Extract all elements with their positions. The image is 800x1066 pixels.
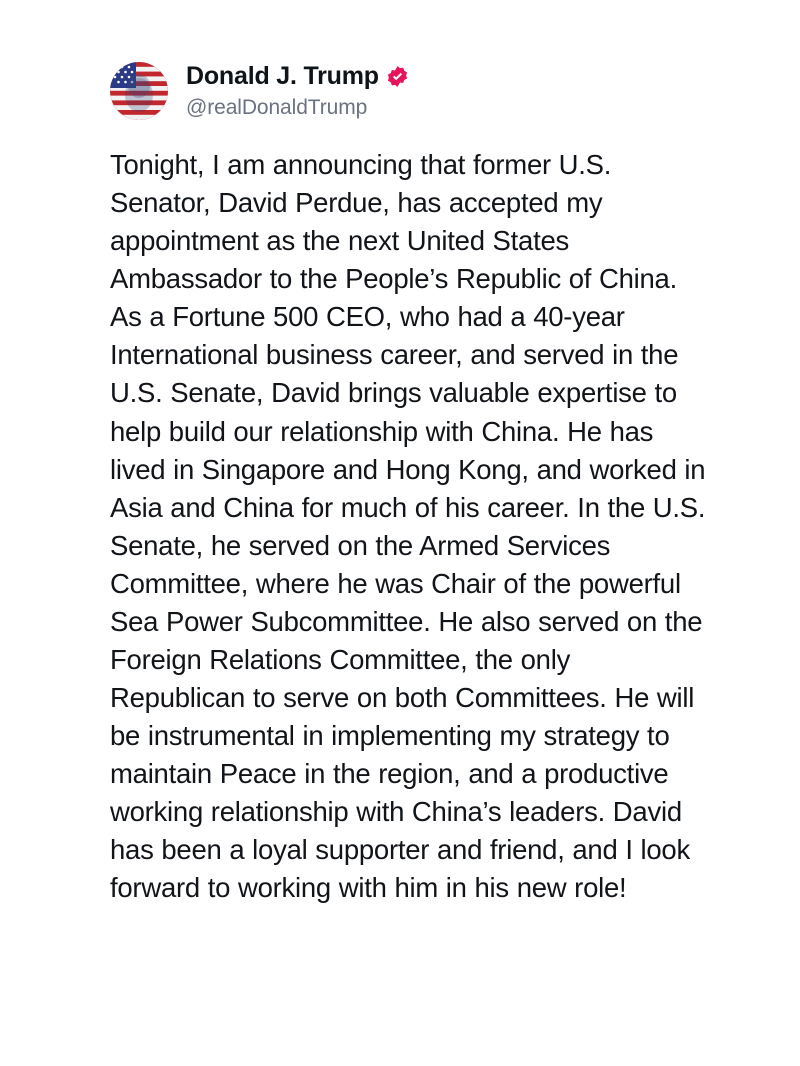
post-text: Tonight, I am announcing that former U.S. Senator, David Perdue, has accepted my appointment as the next United States Ambassador to the People’s Republic of China. As a Fortune 500 CEO, who had a 40-year International business career, and served in the U.S. Senate, David brings valuable expertise to help build our relationship with China. He has lived in Singapore and Hong Kong, and worked in Asia and China for much of his career. In the U.S. Senate, he served on the Armed Services Committee, where he was Chair of the powerful Sea Power Subcommittee. He also served on the Foreign Relations Committee, the only Republican to serve on both Committees. He will be instrumental in implementing my strategy to maintain Peace in the region, and a productive working relationship with China’s leaders. David has been a loyal supporter and friend, and I look forward to working with him in his new role! [110, 149, 706, 904]
author-identity [186, 62, 409, 120]
post-header [110, 62, 744, 120]
verified-badge-icon [386, 65, 409, 88]
author-handle[interactable]: @realDonaldTrump [186, 95, 368, 119]
avatar[interactable] [110, 62, 168, 120]
author-name-row [186, 62, 409, 91]
american-flag-avatar-icon [110, 62, 168, 120]
author-display-name[interactable]: Donald J. Trump [186, 62, 379, 91]
